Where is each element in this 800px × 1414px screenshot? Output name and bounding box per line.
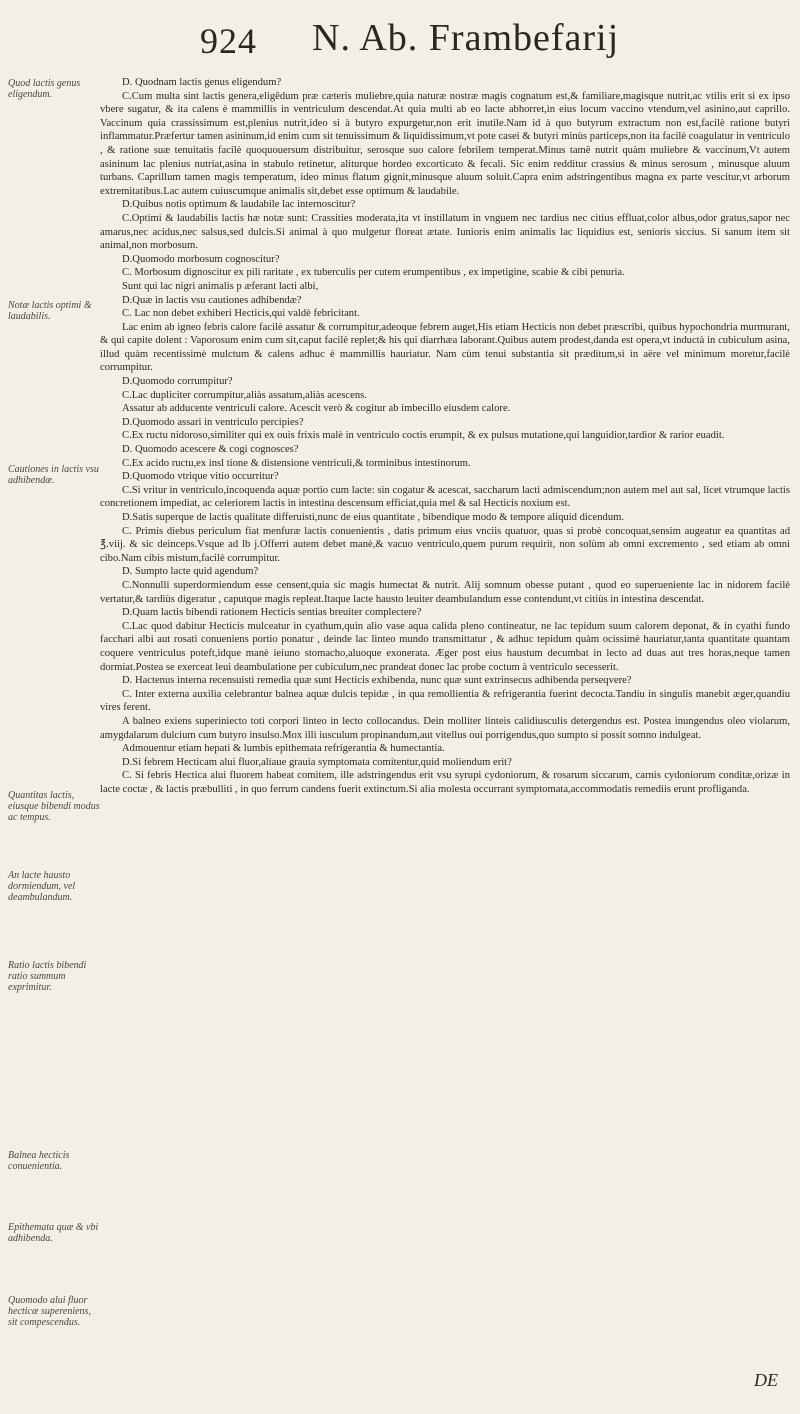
- answer-paragraph: C.Si vritur in ventriculo,incoquenda aquæ portio cum lacte: sin cogatur & acescat, saccharum lacti admiscendum;non autem mel aut sal, licet vtrumque lactis concretionem impediat, ac celeriorem lactis in intestina descensum efficiat,quia mel & sal Hecticis noxium est.: [100, 484, 790, 510]
- answer-paragraph: C. Morbosum dignoscitur ex pili raritate , ex tuberculis per cutem erumpentibus , ex impetigine, scabie & cibi penuria.: [122, 267, 625, 279]
- question-paragraph: D. Sumpto lacte quid agendum?: [122, 566, 259, 578]
- question-paragraph: D.Si febrem Hecticam alui fluor,aliaue grauia symptomata comitentur,quid moliendum erit?: [122, 756, 512, 768]
- margin-note: Cautiones in lactis vsu adhibendæ.: [8, 464, 99, 486]
- answer-paragraph: C.Ex ructu nidoroso,similiter qui ex ouis frixis malè in ventriculo coctis erumpit, & ex pulsus mutatione,qui languidior,tardior & rarior euadit.: [122, 430, 725, 442]
- margin-note: Quod lactis genus eligendum.: [8, 78, 81, 100]
- margin-note: Ratio lactis bibendi ratio summum exprimitur.: [8, 960, 87, 993]
- margin-note: Balnea hecticis conuenientia.: [8, 1150, 70, 1172]
- margin-note: Epithemata quæ & vbi adhibenda.: [8, 1222, 99, 1244]
- answer-paragraph: C. Si febris Hectica alui fluorem habeat comitem, ille adstringendus erit vsu syrupi cydoniorum, & rosarum siccarum, carnis cydoniorum conditæ,orizæ in lacte coctæ , & lactis præbulliti , in quo ferrum candens fuerit extinctum.Si alia molesta occurrant symptomata,accommodatis remediis erunt profliganda.: [100, 770, 790, 795]
- margin-note: Quantitas lactis, eiusque bibendi modus ac tempus.: [8, 790, 100, 823]
- answer-paragraph: C.Lac quod dabitur Hecticis mulceatur in cyathum,quin alio vase aqua calida pleno contineatur, ne lac tepidum suum calorem deponat, & in cyathi fundo facchari albi aut rosati conueniens portio ponatur , deinde lac linteo mundo transmittatur , & adhuc tepidum quàm ocissimè hauriatur,tanta quantitate quantam coquere ventriculus poteft,idque manè ieiuno stomacho,aluoque exonerata. Æger post eius haustum decumbat in lecto ad duas aut tres horas,neque tamen dormiat.Postea se exerceat leui deambulatione per cubiculum,nec prandeat donec lac probe coctum à ventriculo secesserit.: [100, 620, 790, 673]
- answer-paragraph: C.Ex acido ructu,ex insl tione & distensione ventriculi,& torminibus intestinorum.: [122, 457, 471, 469]
- margin-notes: [8, 0, 100, 1414]
- answer-paragraph: Admouentur etiam hepati & lumbis epithemata refrigerantia & humectantia.: [122, 743, 445, 755]
- catchword: DE: [754, 1370, 778, 1390]
- answer-paragraph: C.Nonnulli superdormiendum esse censent,quia sic magis humectat & nutrit. Alij somnum obesse putant , quod eo superueniente lac in nidorem facilè vertatur,& tardiùs digeratur , caputque magis repleat.Itaque lacte hausto leuiter deambulandum esse contendunt,vt citiùs in intestina descendat.: [100, 579, 790, 605]
- answer-paragraph: D. Hactenus interna recensuisti remedia quæ sunt Hecticis exhibenda, nunc quæ sunt extrinsecus adhibenda perseqvere?: [122, 675, 632, 687]
- question-paragraph: D.Quomodo vtrique vitio occurritur?: [122, 471, 279, 483]
- running-head: N. Ab. Frambefarij: [312, 17, 620, 59]
- answer-paragraph: C. Primis diebus periculum fiat menfuræ lactis conuenientis , datis primum eius vnciis quatuor, quas si probè concoquat,sensim augeatur ea quantitas ad ℥.viij. & sic deinceps.Vsque ad lb j.Offerri autem debet manè,& vacuo ventriculo,quem purum requirit, non solùm ab omni excremento , sed etiam ab omni cibo.Nam cibis mistum,facilè corrumpitur.: [100, 525, 790, 564]
- answer-paragraph: C. Lac non debet exhiberi Hecticis,qui valdè febricitant.: [122, 308, 360, 320]
- page-number: 924: [200, 21, 257, 61]
- question-paragraph: D. Quomodo acescere & cogi cognosces?: [122, 444, 299, 456]
- answer-paragraph: C.Cum multa sint lactis genera,eligēdum præ cæteris muliebre,quia naturæ nostræ magis cognatum est,& familiare,magisque nutrit,ac vtilis erit si ex ipso vbere sugatur, & ita calens è mammillis in ventriculum descendat.At quia multi ab eo lacte abhorret,in eius locum vaccino vtendum,vel asinino,aut caprillo. Vaccinum quia crassissimum est,plenius nutrit,ideo si à butyro expurgetur,non erit inutile.Nam id à quo butyrum extractum non est,facilè ratione butyri inflammatur.Præfertur tamen asininum,id enim cum sit tenuissimum & liquidissimum,vt pote casei & butyri minùs particeps,non ita facilè coagulatur in ventriculo , & ratione suæ tenuitatis facilè quoquouersum distribuitur, serosque suo calore febrilem temperat.Minus tamē nutrit quàm muliebre & vaccinum,Vt autem asininum lac plenius nutriat,asina in stabulo retinetur, aliturque hordeo excorticato & fecali. Sic enim redditur crassius & minus serosum , minusque aluum turbans. Caprillum tamen magis temperatum, ideo minus flatum gignit,minusque aluum soluit.Capra enim adstringentibus magna ex parte vescitur,vt arborum extremitatibus.Lac autem cuiuscumque animalis sit,debet esse optimum & laudabile.: [100, 90, 790, 197]
- question-paragraph: D.Quomodo morbosum cognoscitur?: [122, 253, 280, 265]
- question-paragraph: D.Quomodo corrumpitur?: [122, 376, 233, 388]
- answer-paragraph: C.Lac dupliciter corrumpitur,aliàs assatum,aliàs acescens.: [122, 389, 367, 401]
- question-paragraph: D.Quibus notis optimum & laudabile lac internoscitur?: [122, 199, 356, 211]
- question-paragraph: D.Quam lactis bibendi rationem Hecticis sentias breuiter complectere?: [122, 607, 422, 619]
- answer-paragraph: C. Inter externa auxilia celebrantur balnea aquæ dulcis tepidæ , in qua remollientia & refrigerantia fuerint decocta.Tandiu in singulis manebit æger,quandiu vires ferent.: [100, 688, 790, 714]
- answer-paragraph: C.Optimi & laudabilis lactis hæ notæ sunt: Crassities moderata,ita vt instillatum in vnguem nec tardius nec citius effluat,color albus,odor gratus,sapor nec amarus,nec acidus,nec salsus,sed dulcis.Si animal à quo mulgetur floreat ætate. Iunioris enim animalis lac liquidius est, senioris siccius. Si sanum item sit animal,non morbosum.: [100, 212, 790, 252]
- margin-note: Notæ lactis optimi & laudabilis.: [8, 300, 92, 322]
- margin-note: Quomodo alui fluor hecticæ supereniens, sit compescendus.: [8, 1295, 91, 1328]
- question-paragraph: D.Quomodo assari in ventriculo percipies?: [122, 416, 304, 428]
- answer-paragraph: Assatur ab adducente ventriculi calore. Acescit verò & cogitur ab imbecillo eiusdem calore.: [122, 403, 511, 415]
- question-paragraph: D.Quæ in lactis vsu cautiones adhibendæ?: [122, 294, 302, 306]
- answer-paragraph: A balneo exiens superiniecto toti corpori linteo in lecto collocandus. Dein molliter linteis calidiusculis detergendus est. Postea inungendus oleo violarum, amygdalarum dulcium cum butyro insulso.Mox illi iusculum propinandum,aut vitellus oui porrigendus,quo sumpto si possit somno indulgeat.: [100, 715, 790, 741]
- margin-note: An lacte hausto dormiendum, vel deambulandum.: [8, 870, 76, 903]
- answer-paragraph: Lac enim ab igneo febris calore facilè assatur & corrumpitur,adeoque febrem auget,His etiam Hecticis non debet præscribi, quibus hypochondria murmurant, & qui capite dolent : Vaporosum enim cum sit,caput facilè replet;& his qui diarrhæa laborant.Quibus autem prodest,danda est opera,vt inductà in cubiculum asina, illud quàm recentissimè mulctum & calens adhuc è mammillis hauriatur. Nam cùm tenui substantia sit præditum,si in aëre vel minimum moretur,facilè corrumpitur.: [100, 321, 790, 374]
- page-header: [0, 14, 800, 70]
- main-text: [100, 76, 790, 796]
- answer-paragraph: Sunt qui lac nigri animalis p æferant lacti albi,: [122, 280, 319, 292]
- answer-paragraph: D.Satis superque de lactis qualitate differuisti,nunc de eius quantitate , bibendique modo & tempore aliquid dicendum.: [122, 512, 625, 523]
- question-paragraph: D. Quodnam lactis genus eligendum?: [122, 77, 282, 88]
